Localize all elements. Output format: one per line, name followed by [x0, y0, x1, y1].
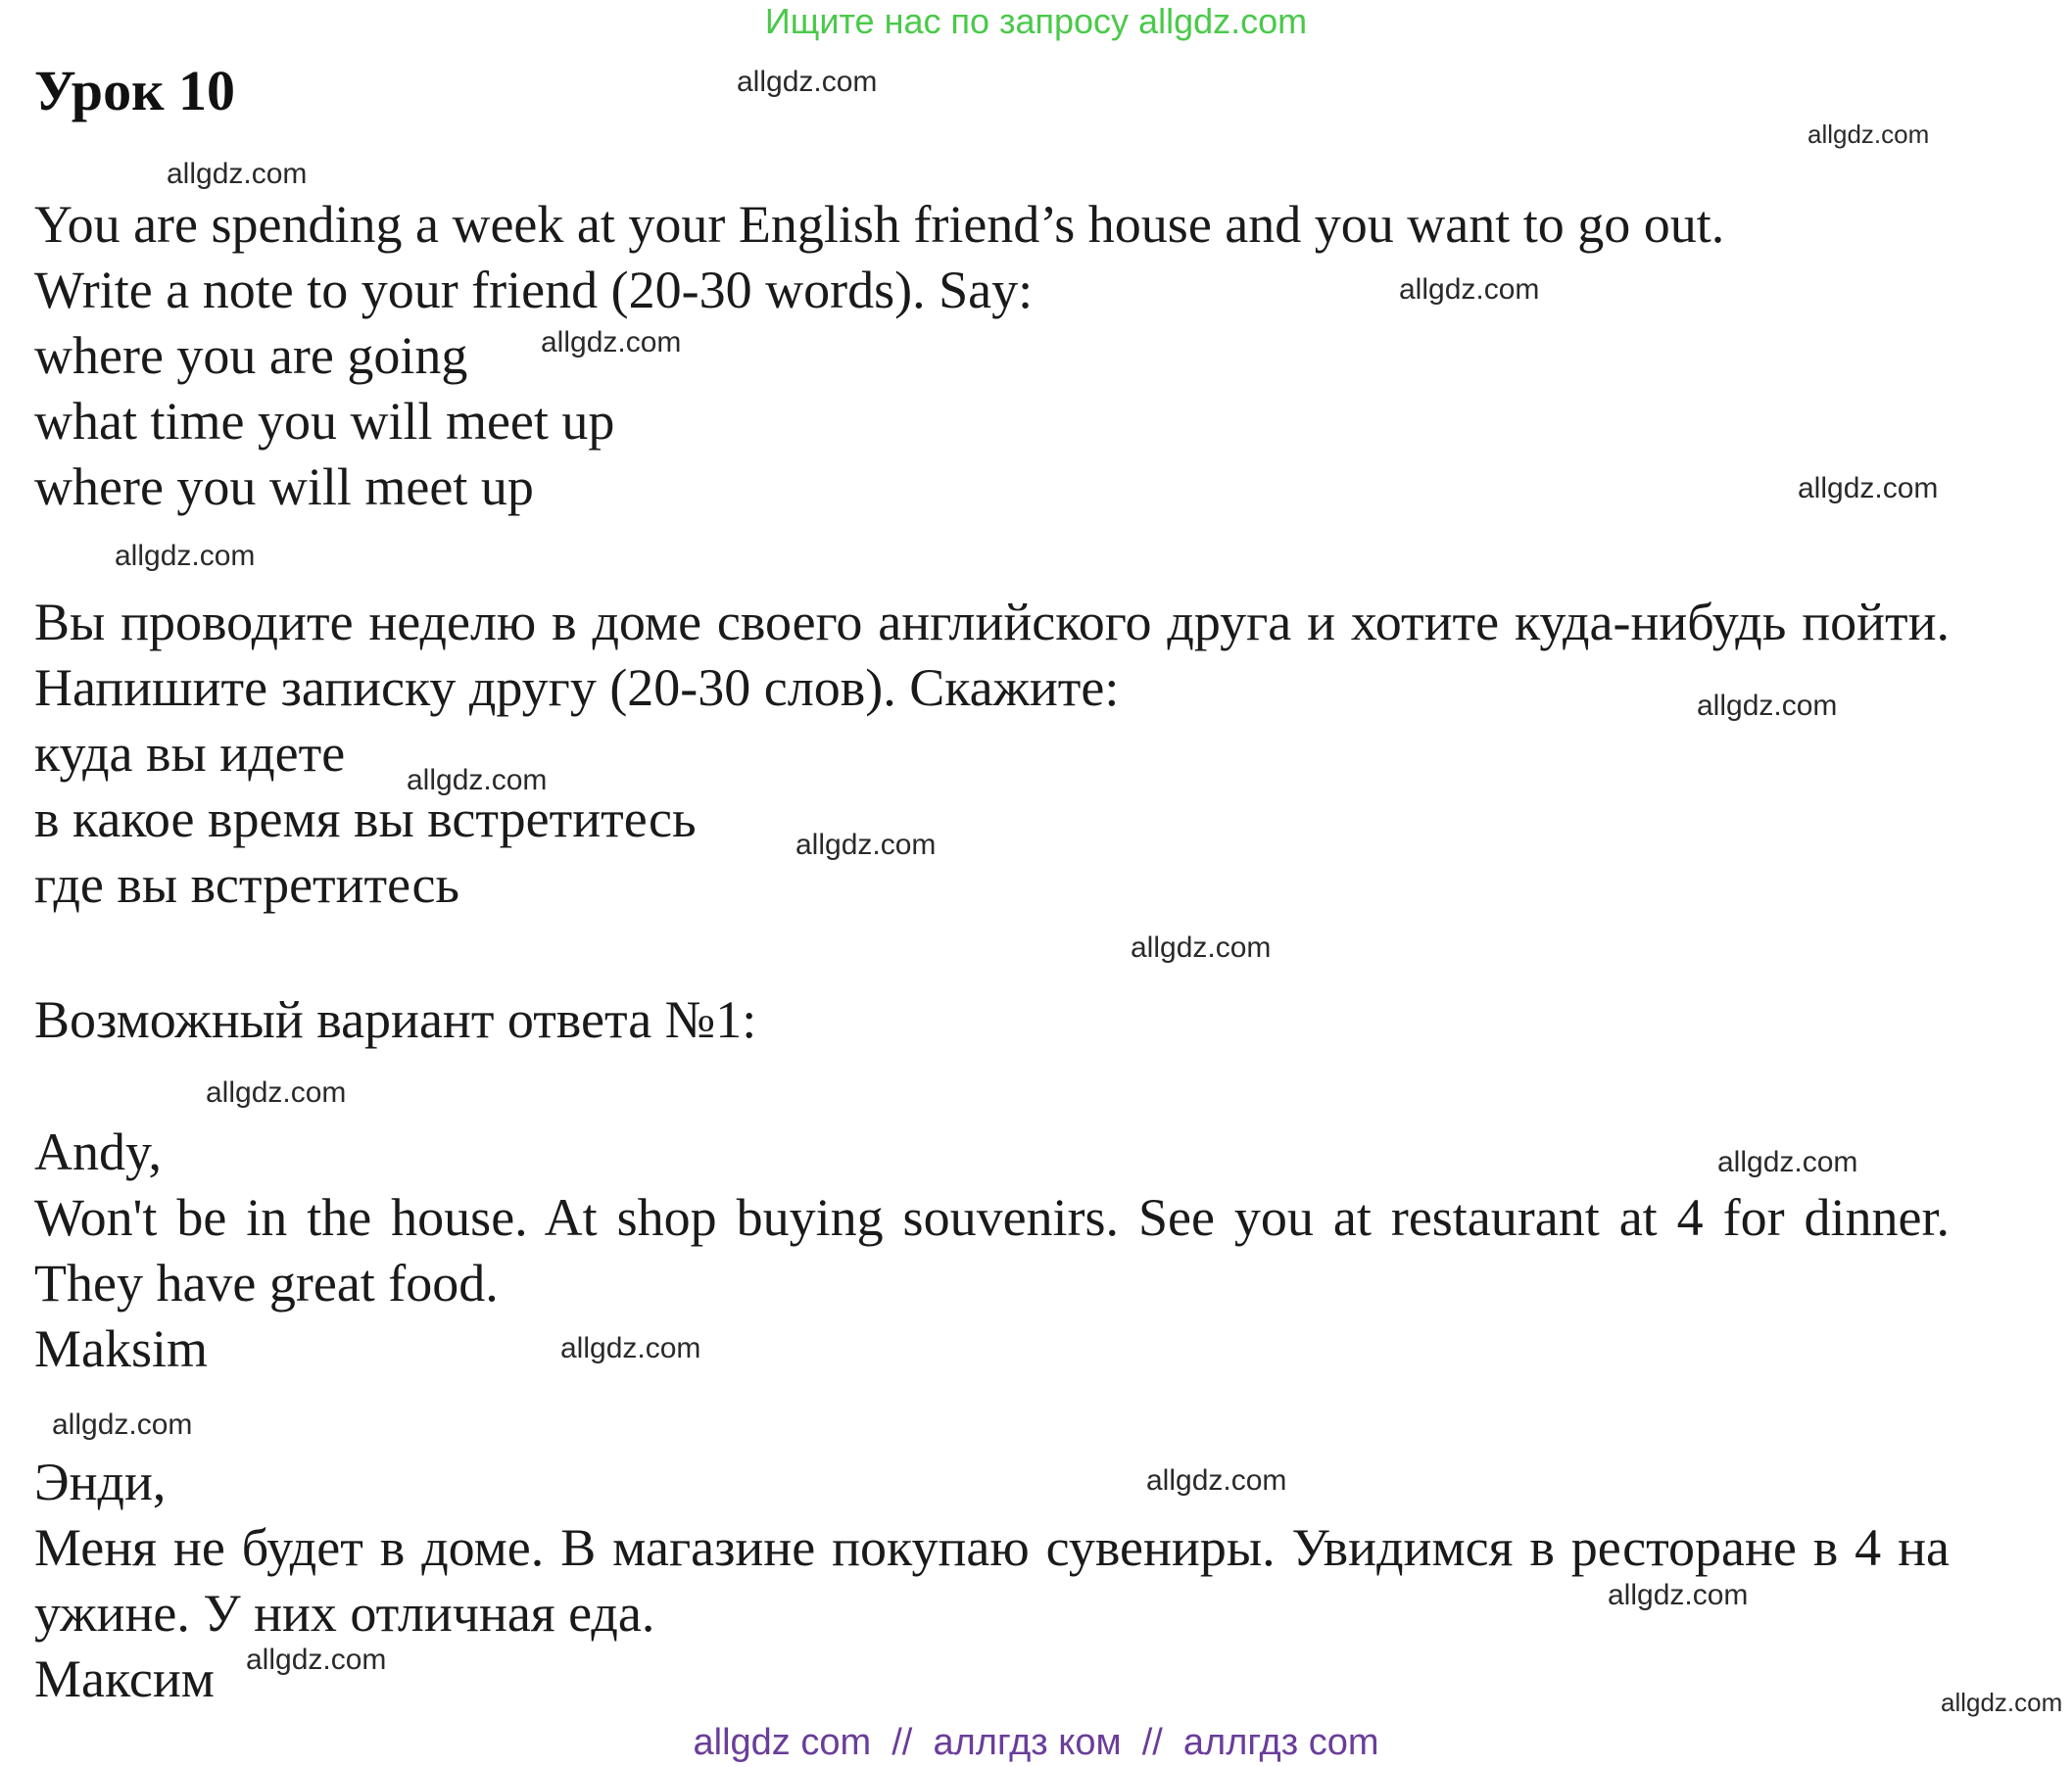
answer-en: [34, 1120, 1950, 1382]
watermark: allgdz.com: [1717, 1146, 1858, 1178]
task-en-line-1: You are spending a week at your English friend’s house and you want to go out.: [34, 195, 1725, 254]
task-ru-item: куда вы идете: [34, 724, 346, 783]
task-en-item: where you will meet up: [34, 457, 534, 516]
task-en: [34, 192, 1950, 520]
watermark: allgdz.com: [167, 158, 308, 190]
watermark: allgdz.com: [1941, 1688, 2063, 1717]
answer-heading-block: [34, 987, 1950, 1053]
watermark: allgdz.com: [1608, 1579, 1749, 1611]
answer-ru-greeting: Энди,: [34, 1453, 167, 1511]
answer-ru-body: Меня не будет в доме. В магазине покупаю сувениры. Увидимся в ресторане в 4 на ужине. У них отличная еда.: [34, 1518, 1950, 1643]
watermark: allgdz.com: [52, 1409, 193, 1441]
task-ru-item: где вы встретитесь: [34, 855, 460, 914]
watermark: allgdz.com: [407, 764, 548, 796]
task-ru-item: в какое время вы встретитесь: [34, 789, 697, 848]
watermark: allgdz.com: [1131, 931, 1272, 964]
watermark: allgdz.com: [560, 1332, 701, 1364]
watermark: allgdz.com: [115, 540, 256, 572]
watermark: allgdz.com: [246, 1644, 387, 1676]
watermark: allgdz.com: [1146, 1464, 1287, 1497]
header-banner: Ищите нас по запросу allgdz.com: [764, 1, 1308, 41]
watermark: allgdz.com: [1798, 472, 1939, 504]
footer-links: allgdz com // аллгдз ком // аллгдз com: [693, 1722, 1379, 1763]
watermark: allgdz.com: [1399, 273, 1540, 306]
task-en-item: where you are going: [34, 326, 468, 385]
watermark: allgdz.com: [737, 66, 878, 98]
watermark: allgdz.com: [795, 829, 937, 861]
task-en-line-2: Write a note to your friend (20-30 words). Say:: [34, 261, 1034, 319]
watermark: allgdz.com: [1807, 119, 1930, 149]
answer-en-body: Won't be in the house. At shop buying souvenirs. See you at restaurant at 4 for dinner. They have great food.: [34, 1188, 1950, 1313]
task-en-item: what time you will meet up: [34, 392, 615, 451]
answer-ru-signature: Максим: [34, 1649, 215, 1708]
watermark: allgdz.com: [1697, 690, 1838, 722]
task-ru-paragraph: Вы проводите неделю в доме своего английского друга и хотите куда-нибудь пойти. Напишите записку другу (20-30 слов). Скажите:: [34, 593, 1950, 717]
watermark: allgdz.com: [206, 1076, 347, 1109]
answer-en-signature: Maksim: [34, 1319, 209, 1378]
task-ru: [34, 590, 1950, 918]
lesson-title: Урок 10: [34, 59, 235, 122]
answer-en-greeting: Andy,: [34, 1122, 162, 1181]
watermark: allgdz.com: [541, 326, 682, 358]
answer-heading: Возможный вариант ответа №1:: [34, 990, 757, 1049]
